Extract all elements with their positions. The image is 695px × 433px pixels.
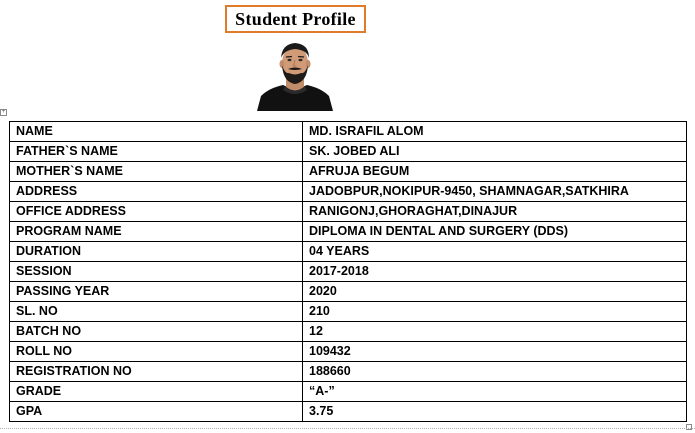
row-label: GPA	[10, 402, 303, 422]
table-row	[10, 122, 687, 142]
table-row	[10, 302, 687, 322]
table-row	[10, 382, 687, 402]
table-row	[10, 202, 687, 222]
row-value: “A-”	[303, 382, 687, 402]
row-value: DIPLOMA IN DENTAL AND SURGERY (DDS)	[303, 222, 687, 242]
row-label: BATCH NO	[10, 322, 303, 342]
row-label: ROLL NO	[10, 342, 303, 362]
table-row	[10, 222, 687, 242]
row-value: RANIGONJ,GHORAGHAT,DINAJUR	[303, 202, 687, 222]
student-profile-table	[9, 121, 687, 422]
row-value: SK. JOBED ALI	[303, 142, 687, 162]
table-row	[10, 402, 687, 422]
table-row	[10, 142, 687, 162]
table-row	[10, 242, 687, 262]
table-resize-handle-icon[interactable]	[686, 424, 692, 430]
page-title-text: Student Profile	[235, 8, 356, 29]
row-label: REGISTRATION NO	[10, 362, 303, 382]
page-boundary-line	[0, 428, 695, 429]
table-row	[10, 282, 687, 302]
table-row	[10, 262, 687, 282]
row-value: MD. ISRAFIL ALOM	[303, 122, 687, 142]
row-value: 3.75	[303, 402, 687, 422]
row-label: ADDRESS	[10, 182, 303, 202]
table-move-handle-icon[interactable]: +	[1, 109, 6, 115]
row-label: MOTHER`S NAME	[10, 162, 303, 182]
row-value: 12	[303, 322, 687, 342]
row-value: 188660	[303, 362, 687, 382]
row-label: GRADE	[10, 382, 303, 402]
row-label: NAME	[10, 122, 303, 142]
row-value: AFRUJA BEGUM	[303, 162, 687, 182]
row-value: 2017-2018	[303, 262, 687, 282]
row-label: DURATION	[10, 242, 303, 262]
row-label: SESSION	[10, 262, 303, 282]
row-label: FATHER`S NAME	[10, 142, 303, 162]
student-photo	[255, 38, 335, 111]
table-row	[10, 322, 687, 342]
table-row	[10, 162, 687, 182]
row-value: 109432	[303, 342, 687, 362]
row-label: PASSING YEAR	[10, 282, 303, 302]
page-title	[225, 5, 366, 33]
table-row	[10, 342, 687, 362]
row-value: 210	[303, 302, 687, 322]
row-value: JADOBPUR,NOKIPUR-9450, SHAMNAGAR,SATKHIRA	[303, 182, 687, 202]
row-label: PROGRAM NAME	[10, 222, 303, 242]
table-row	[10, 362, 687, 382]
row-value: 2020	[303, 282, 687, 302]
row-value: 04 YEARS	[303, 242, 687, 262]
row-label: OFFICE ADDRESS	[10, 202, 303, 222]
row-label: SL. NO	[10, 302, 303, 322]
table-row	[10, 182, 687, 202]
